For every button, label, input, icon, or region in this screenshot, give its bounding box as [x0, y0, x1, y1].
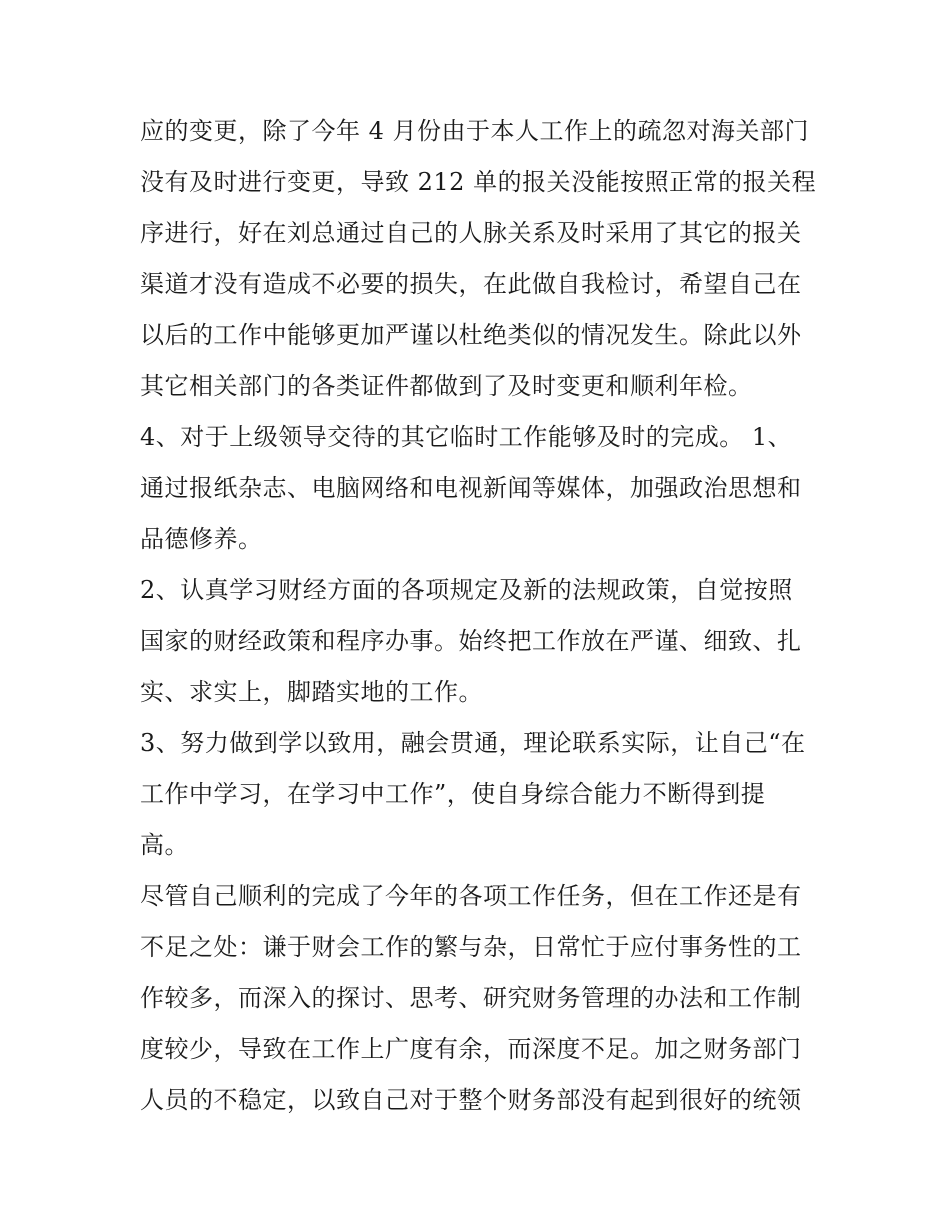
text-line: 4、对于上级领导交待的其它临时工作能够及时的完成。 1、	[140, 423, 793, 451]
text-line: 3、努力做到学以致用，融会贯通，理论联系实际，让自己“在	[140, 729, 806, 757]
text-line: 序进行，好在刘总通过自己的人脉关系及时采用了其它的报关	[140, 219, 802, 247]
text-line: 渠道才没有造成不必要的损失，在此做自我检讨，希望自己在	[140, 270, 802, 298]
text-line: 国家的财经政策和程序办事。始终把工作放在严谨、细致、扎	[140, 627, 802, 655]
text-line: 品德修养。	[140, 525, 263, 553]
text-line: 实、求实上，脚踏实地的工作。	[140, 678, 483, 706]
text-line: 作较多，而深入的探讨、思考、研究财务管理的办法和工作制	[140, 984, 802, 1012]
text-line: 以后的工作中能够更加严谨以杜绝类似的情况发生。除此以外	[140, 321, 802, 349]
text-line: 2、认真学习财经方面的各项规定及新的法规政策，自觉按照	[140, 576, 793, 604]
text-line: 不足之处：谦于财会工作的繁与杂，日常忙于应付事务性的工	[140, 933, 802, 961]
text-line: 高。	[140, 831, 189, 859]
text-line: 应的变更，除了今年 4 月份由于本人工作上的疏忽对海关部门	[140, 117, 810, 145]
document-body	[140, 106, 830, 1126]
text-line: 通过报纸杂志、电脑网络和电视新闻等媒体，加强政治思想和	[140, 474, 802, 502]
text-line: 尽管自己顺利的完成了今年的各项工作任务，但在工作还是有	[140, 882, 802, 910]
text-line: 没有及时进行变更，导致 212 单的报关没能按照正常的报关程	[140, 168, 817, 196]
text-line: 人员的不稳定，以致自己对于整个财务部没有起到很好的统领	[140, 1086, 802, 1114]
text-line: 度较少，导致在工作上广度有余，而深度不足。加之财务部门	[140, 1035, 802, 1063]
text-line: 工作中学习，在学习中工作”，使自身综合能力不断得到提	[140, 780, 766, 808]
text-line: 其它相关部门的各类证件都做到了及时变更和顺利年检。	[140, 372, 753, 400]
